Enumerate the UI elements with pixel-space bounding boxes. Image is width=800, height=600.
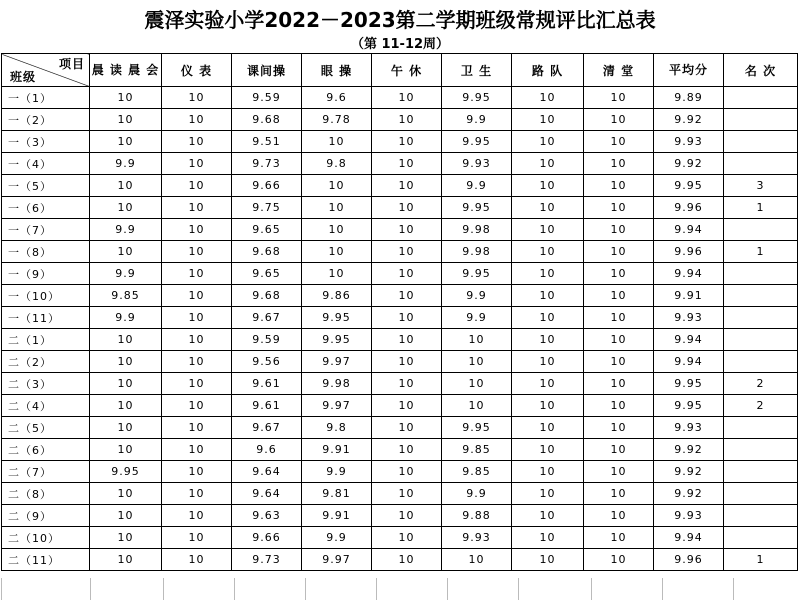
- nap-cell: 10: [372, 527, 442, 549]
- appearance-cell: 10: [162, 263, 232, 285]
- col-header-nap: 午 休: [372, 54, 442, 87]
- appearance-cell: 10: [162, 197, 232, 219]
- rank-cell: [724, 329, 798, 351]
- table-body: [2, 87, 798, 571]
- line-up-cell: 10: [512, 527, 584, 549]
- line-up-cell: 10: [512, 263, 584, 285]
- exercise-cell: 9.56: [232, 351, 302, 373]
- nap-cell: 10: [372, 197, 442, 219]
- line-up-cell: 10: [512, 87, 584, 109]
- col-header-exercise: 课间操: [232, 54, 302, 87]
- eye-exercise-cell: 9.97: [302, 549, 372, 571]
- exercise-cell: 9.59: [232, 329, 302, 351]
- appearance-cell: 10: [162, 505, 232, 527]
- nap-cell: 10: [372, 109, 442, 131]
- appearance-cell: 10: [162, 439, 232, 461]
- table-row: [2, 307, 798, 329]
- line-up-cell: 10: [512, 197, 584, 219]
- rank-cell: [724, 153, 798, 175]
- corner-class-label: 班级: [10, 70, 37, 84]
- class-name-cell: 一（10）: [2, 285, 90, 307]
- nap-cell: 10: [372, 417, 442, 439]
- morning-cell: 10: [90, 87, 162, 109]
- class-name-cell: 二（8）: [2, 483, 90, 505]
- nap-cell: 10: [372, 87, 442, 109]
- clear-room-cell: 10: [584, 505, 654, 527]
- appearance-cell: 10: [162, 373, 232, 395]
- class-name-cell: 一（1）: [2, 87, 90, 109]
- nap-cell: 10: [372, 241, 442, 263]
- class-name-cell: 一（3）: [2, 131, 90, 153]
- col-header-line-up: 路 队: [512, 54, 584, 87]
- line-up-cell: 10: [512, 329, 584, 351]
- morning-cell: 9.9: [90, 219, 162, 241]
- hygiene-cell: 9.9: [442, 483, 512, 505]
- average-cell: 9.94: [654, 527, 724, 549]
- exercise-cell: 9.59: [232, 87, 302, 109]
- appearance-cell: 10: [162, 87, 232, 109]
- appearance-cell: 10: [162, 175, 232, 197]
- corner-item-label: 项目: [58, 57, 85, 71]
- clear-room-cell: 10: [584, 527, 654, 549]
- average-cell: 9.92: [654, 109, 724, 131]
- table-row: [2, 527, 798, 549]
- line-up-cell: 10: [512, 461, 584, 483]
- table-row: [2, 197, 798, 219]
- eye-exercise-cell: 9.97: [302, 351, 372, 373]
- appearance-cell: 10: [162, 153, 232, 175]
- table-row: [2, 461, 798, 483]
- eye-exercise-cell: 10: [302, 131, 372, 153]
- hygiene-cell: 9.85: [442, 461, 512, 483]
- average-cell: 9.95: [654, 175, 724, 197]
- average-cell: 9.95: [654, 373, 724, 395]
- rank-cell: [724, 483, 798, 505]
- class-name-cell: 一（11）: [2, 307, 90, 329]
- exercise-cell: 9.61: [232, 373, 302, 395]
- morning-cell: 10: [90, 131, 162, 153]
- morning-cell: 9.85: [90, 285, 162, 307]
- nap-cell: 10: [372, 373, 442, 395]
- nap-cell: 10: [372, 263, 442, 285]
- class-name-cell: 二（10）: [2, 527, 90, 549]
- appearance-cell: 10: [162, 109, 232, 131]
- clear-room-cell: 10: [584, 373, 654, 395]
- exercise-cell: 9.61: [232, 395, 302, 417]
- table-row: [2, 351, 798, 373]
- average-cell: 9.96: [654, 197, 724, 219]
- nap-cell: 10: [372, 461, 442, 483]
- average-cell: 9.89: [654, 87, 724, 109]
- hygiene-cell: 9.93: [442, 527, 512, 549]
- hygiene-cell: 9.88: [442, 505, 512, 527]
- rank-cell: [724, 87, 798, 109]
- average-cell: 9.93: [654, 131, 724, 153]
- morning-cell: 10: [90, 417, 162, 439]
- eye-exercise-cell: 10: [302, 219, 372, 241]
- nap-cell: 10: [372, 439, 442, 461]
- col-header-morning: 晨 读 晨 会: [90, 54, 162, 87]
- average-cell: 9.93: [654, 307, 724, 329]
- table-row: [2, 175, 798, 197]
- hygiene-cell: 9.95: [442, 417, 512, 439]
- average-cell: 9.96: [654, 549, 724, 571]
- line-up-cell: 10: [512, 549, 584, 571]
- morning-cell: 9.9: [90, 153, 162, 175]
- clear-room-cell: 10: [584, 549, 654, 571]
- hygiene-cell: 9.85: [442, 439, 512, 461]
- morning-cell: 10: [90, 197, 162, 219]
- hygiene-cell: 10: [442, 395, 512, 417]
- line-up-cell: 10: [512, 505, 584, 527]
- eye-exercise-cell: 10: [302, 241, 372, 263]
- hygiene-cell: 9.9: [442, 109, 512, 131]
- class-name-cell: 一（9）: [2, 263, 90, 285]
- exercise-cell: 9.63: [232, 505, 302, 527]
- morning-cell: 10: [90, 175, 162, 197]
- rank-cell: [724, 219, 798, 241]
- morning-cell: 10: [90, 527, 162, 549]
- hygiene-cell: 9.95: [442, 87, 512, 109]
- exercise-cell: 9.64: [232, 483, 302, 505]
- header-row: [2, 54, 798, 87]
- class-name-cell: 二（3）: [2, 373, 90, 395]
- eye-exercise-cell: 9.91: [302, 439, 372, 461]
- line-up-cell: 10: [512, 439, 584, 461]
- col-header-average: 平均分: [654, 54, 724, 87]
- average-cell: 9.93: [654, 505, 724, 527]
- clear-room-cell: 10: [584, 153, 654, 175]
- eye-exercise-cell: 9.97: [302, 395, 372, 417]
- clear-room-cell: 10: [584, 175, 654, 197]
- class-name-cell: 二（1）: [2, 329, 90, 351]
- rank-cell: 2: [724, 373, 798, 395]
- line-up-cell: 10: [512, 395, 584, 417]
- hygiene-cell: 9.95: [442, 263, 512, 285]
- clear-room-cell: 10: [584, 131, 654, 153]
- table-row: [2, 219, 798, 241]
- clear-room-cell: 10: [584, 219, 654, 241]
- morning-cell: 9.9: [90, 307, 162, 329]
- col-header-eye-exercise: 眼 操: [302, 54, 372, 87]
- exercise-cell: 9.51: [232, 131, 302, 153]
- rank-cell: 1: [724, 197, 798, 219]
- exercise-cell: 9.66: [232, 527, 302, 549]
- table-row: [2, 417, 798, 439]
- line-up-cell: 10: [512, 373, 584, 395]
- morning-cell: 9.9: [90, 263, 162, 285]
- appearance-cell: 10: [162, 131, 232, 153]
- average-cell: 9.94: [654, 351, 724, 373]
- morning-cell: 9.95: [90, 461, 162, 483]
- table-row: [2, 549, 798, 571]
- exercise-cell: 9.68: [232, 109, 302, 131]
- exercise-cell: 9.67: [232, 307, 302, 329]
- table-row: [2, 109, 798, 131]
- rank-cell: 1: [724, 549, 798, 571]
- exercise-cell: 9.65: [232, 219, 302, 241]
- average-cell: 9.96: [654, 241, 724, 263]
- nap-cell: 10: [372, 505, 442, 527]
- table-row: [2, 263, 798, 285]
- table-row: [2, 241, 798, 263]
- rank-cell: [724, 131, 798, 153]
- class-name-cell: 二（2）: [2, 351, 90, 373]
- appearance-cell: 10: [162, 307, 232, 329]
- clear-room-cell: 10: [584, 241, 654, 263]
- eye-exercise-cell: 9.8: [302, 417, 372, 439]
- hygiene-cell: 9.95: [442, 197, 512, 219]
- nap-cell: 10: [372, 131, 442, 153]
- eye-exercise-cell: 9.86: [302, 285, 372, 307]
- hygiene-cell: 9.98: [442, 241, 512, 263]
- rank-cell: [724, 505, 798, 527]
- exercise-cell: 9.73: [232, 549, 302, 571]
- col-header-clear-room: 清 堂: [584, 54, 654, 87]
- clear-room-cell: 10: [584, 87, 654, 109]
- class-name-cell: 二（5）: [2, 417, 90, 439]
- nap-cell: 10: [372, 285, 442, 307]
- hygiene-cell: 10: [442, 351, 512, 373]
- class-name-cell: 一（5）: [2, 175, 90, 197]
- col-header-hygiene: 卫 生: [442, 54, 512, 87]
- table-row: [2, 87, 798, 109]
- average-cell: 9.92: [654, 439, 724, 461]
- hygiene-cell: 9.9: [442, 307, 512, 329]
- appearance-cell: 10: [162, 483, 232, 505]
- hygiene-cell: 9.95: [442, 131, 512, 153]
- line-up-cell: 10: [512, 175, 584, 197]
- nap-cell: 10: [372, 351, 442, 373]
- morning-cell: 10: [90, 395, 162, 417]
- eye-exercise-cell: 10: [302, 263, 372, 285]
- hygiene-cell: 10: [442, 329, 512, 351]
- morning-cell: 10: [90, 549, 162, 571]
- exercise-cell: 9.6: [232, 439, 302, 461]
- col-header-appearance: 仪 表: [162, 54, 232, 87]
- eye-exercise-cell: 9.9: [302, 527, 372, 549]
- clear-room-cell: 10: [584, 109, 654, 131]
- class-name-cell: 一（8）: [2, 241, 90, 263]
- class-name-cell: 二（6）: [2, 439, 90, 461]
- clear-room-cell: 10: [584, 461, 654, 483]
- exercise-cell: 9.65: [232, 263, 302, 285]
- rank-cell: [724, 351, 798, 373]
- exercise-cell: 9.67: [232, 417, 302, 439]
- table-row: [2, 483, 798, 505]
- corner-header: [2, 54, 90, 87]
- clear-room-cell: 10: [584, 351, 654, 373]
- eye-exercise-cell: 10: [302, 197, 372, 219]
- morning-cell: 10: [90, 439, 162, 461]
- eye-exercise-cell: 9.78: [302, 109, 372, 131]
- rank-cell: [724, 461, 798, 483]
- rank-cell: [724, 527, 798, 549]
- rank-cell: [724, 263, 798, 285]
- appearance-cell: 10: [162, 395, 232, 417]
- class-name-cell: 二（4）: [2, 395, 90, 417]
- average-cell: 9.92: [654, 153, 724, 175]
- clear-room-cell: 10: [584, 417, 654, 439]
- evaluation-table: [1, 53, 798, 571]
- eye-exercise-cell: 9.6: [302, 87, 372, 109]
- rank-cell: [724, 109, 798, 131]
- average-cell: 9.92: [654, 461, 724, 483]
- nap-cell: 10: [372, 219, 442, 241]
- eye-exercise-cell: 9.8: [302, 153, 372, 175]
- rank-cell: 3: [724, 175, 798, 197]
- appearance-cell: 10: [162, 417, 232, 439]
- appearance-cell: 10: [162, 549, 232, 571]
- class-name-cell: 一（7）: [2, 219, 90, 241]
- nap-cell: 10: [372, 175, 442, 197]
- hygiene-cell: 10: [442, 373, 512, 395]
- average-cell: 9.94: [654, 263, 724, 285]
- morning-cell: 10: [90, 373, 162, 395]
- average-cell: 9.94: [654, 219, 724, 241]
- appearance-cell: 10: [162, 219, 232, 241]
- nap-cell: 10: [372, 329, 442, 351]
- hygiene-cell: 9.93: [442, 153, 512, 175]
- table-row: [2, 153, 798, 175]
- average-cell: 9.92: [654, 483, 724, 505]
- line-up-cell: 10: [512, 483, 584, 505]
- empty-spreadsheet-row: [1, 578, 798, 600]
- eye-exercise-cell: 9.95: [302, 329, 372, 351]
- appearance-cell: 10: [162, 527, 232, 549]
- rank-cell: [724, 285, 798, 307]
- table-row: [2, 395, 798, 417]
- eye-exercise-cell: 9.98: [302, 373, 372, 395]
- rank-cell: [724, 307, 798, 329]
- exercise-cell: 9.75: [232, 197, 302, 219]
- nap-cell: 10: [372, 307, 442, 329]
- line-up-cell: 10: [512, 219, 584, 241]
- eye-exercise-cell: 9.9: [302, 461, 372, 483]
- line-up-cell: 10: [512, 417, 584, 439]
- class-name-cell: 一（2）: [2, 109, 90, 131]
- hygiene-cell: 9.9: [442, 175, 512, 197]
- col-header-rank: 名 次: [724, 54, 798, 87]
- morning-cell: 10: [90, 351, 162, 373]
- hygiene-cell: 10: [442, 549, 512, 571]
- clear-room-cell: 10: [584, 307, 654, 329]
- nap-cell: 10: [372, 483, 442, 505]
- average-cell: 9.93: [654, 417, 724, 439]
- table-row: [2, 329, 798, 351]
- exercise-cell: 9.66: [232, 175, 302, 197]
- table-row: [2, 505, 798, 527]
- morning-cell: 10: [90, 505, 162, 527]
- appearance-cell: 10: [162, 351, 232, 373]
- exercise-cell: 9.68: [232, 241, 302, 263]
- morning-cell: 10: [90, 483, 162, 505]
- table-row: [2, 285, 798, 307]
- nap-cell: 10: [372, 395, 442, 417]
- rank-cell: [724, 439, 798, 461]
- average-cell: 9.95: [654, 395, 724, 417]
- eye-exercise-cell: 9.91: [302, 505, 372, 527]
- class-name-cell: 一（6）: [2, 197, 90, 219]
- table-row: [2, 373, 798, 395]
- eye-exercise-cell: 9.81: [302, 483, 372, 505]
- exercise-cell: 9.73: [232, 153, 302, 175]
- clear-room-cell: 10: [584, 197, 654, 219]
- exercise-cell: 9.64: [232, 461, 302, 483]
- clear-room-cell: 10: [584, 395, 654, 417]
- average-cell: 9.94: [654, 329, 724, 351]
- hygiene-cell: 9.9: [442, 285, 512, 307]
- morning-cell: 10: [90, 109, 162, 131]
- appearance-cell: 10: [162, 461, 232, 483]
- line-up-cell: 10: [512, 351, 584, 373]
- line-up-cell: 10: [512, 153, 584, 175]
- line-up-cell: 10: [512, 131, 584, 153]
- clear-room-cell: 10: [584, 285, 654, 307]
- eye-exercise-cell: 10: [302, 175, 372, 197]
- rank-cell: 2: [724, 395, 798, 417]
- appearance-cell: 10: [162, 329, 232, 351]
- class-name-cell: 二（11）: [2, 549, 90, 571]
- clear-room-cell: 10: [584, 439, 654, 461]
- morning-cell: 10: [90, 329, 162, 351]
- appearance-cell: 10: [162, 285, 232, 307]
- rank-cell: [724, 417, 798, 439]
- sheet-title: 震泽实验小学2022－2023第二学期班级常规评比汇总表: [144, 8, 656, 32]
- line-up-cell: 10: [512, 109, 584, 131]
- week-range: （第 11-12周）: [350, 37, 450, 52]
- class-name-cell: 二（9）: [2, 505, 90, 527]
- clear-room-cell: 10: [584, 263, 654, 285]
- line-up-cell: 10: [512, 241, 584, 263]
- nap-cell: 10: [372, 549, 442, 571]
- eye-exercise-cell: 9.95: [302, 307, 372, 329]
- rank-cell: 1: [724, 241, 798, 263]
- nap-cell: 10: [372, 153, 442, 175]
- appearance-cell: 10: [162, 241, 232, 263]
- morning-cell: 10: [90, 241, 162, 263]
- line-up-cell: 10: [512, 285, 584, 307]
- line-up-cell: 10: [512, 307, 584, 329]
- clear-room-cell: 10: [584, 329, 654, 351]
- table-row: [2, 131, 798, 153]
- exercise-cell: 9.68: [232, 285, 302, 307]
- class-name-cell: 一（4）: [2, 153, 90, 175]
- hygiene-cell: 9.98: [442, 219, 512, 241]
- class-name-cell: 二（7）: [2, 461, 90, 483]
- table-row: [2, 439, 798, 461]
- average-cell: 9.91: [654, 285, 724, 307]
- clear-room-cell: 10: [584, 483, 654, 505]
